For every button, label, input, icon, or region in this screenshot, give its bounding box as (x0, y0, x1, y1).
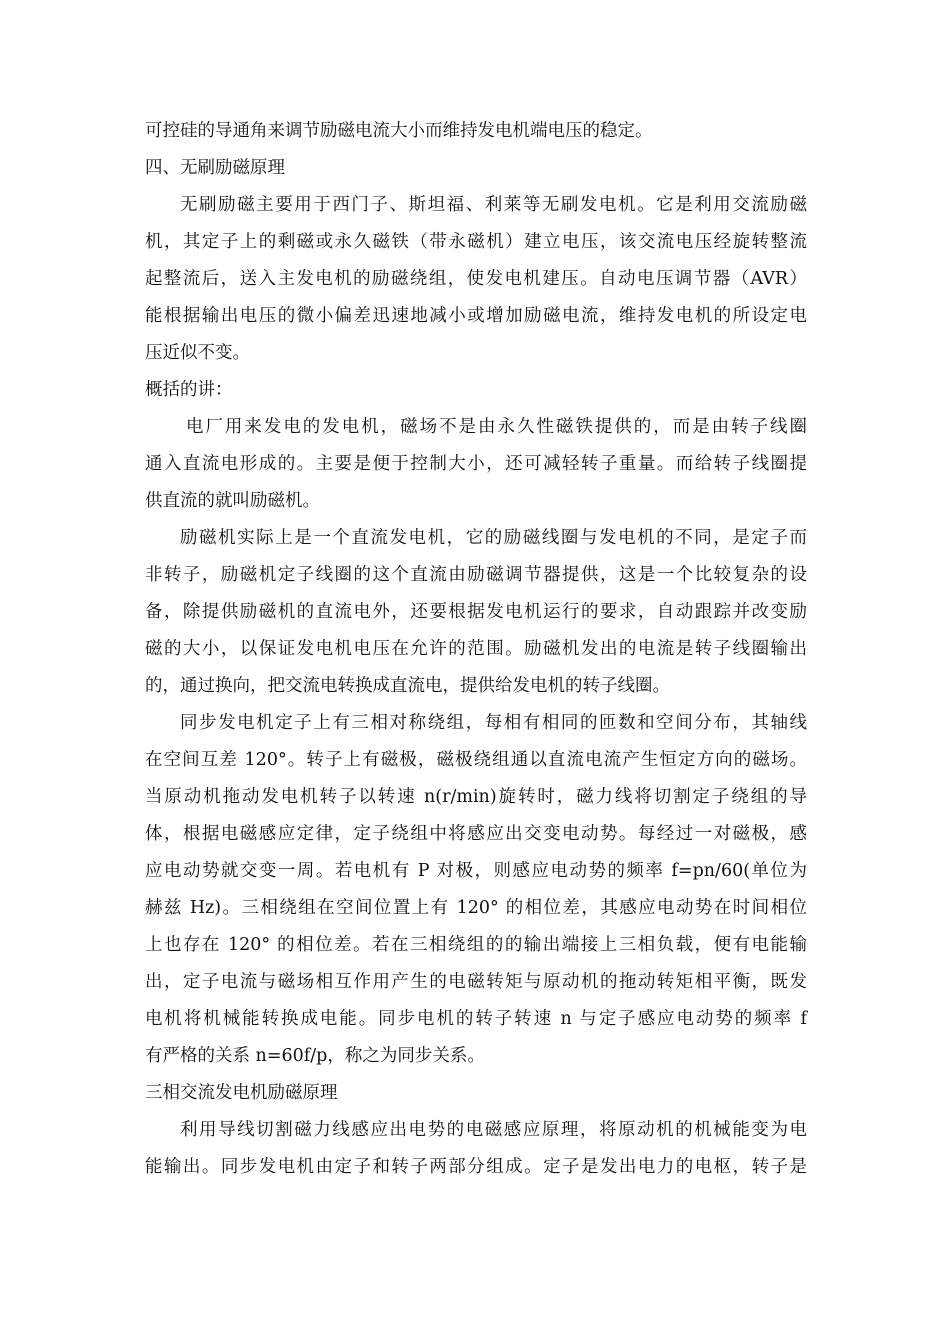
text-line: 通入直流电形成的。主要是便于控制大小，还可减轻转子重量。而给转子线圈提 (145, 454, 807, 474)
text-line: 的，通过换向，把交流电转换成直流电，提供给发电机的转子线圈。 (145, 676, 670, 696)
text-line: 利用导线切割磁力线感应出电势的电磁感应原理，将原动机的机械能变为电 (180, 1120, 807, 1140)
text-line: 无刷励磁主要用于西门子、斯坦福、利莱等无刷发电机。它是利用交流励磁 (180, 195, 807, 215)
text-line: 可控硅的导通角来调节励磁电流大小而维持发电机端电压的稳定。 (145, 121, 653, 141)
text-line: 体，根据电磁感应定律，定子绕组中将感应出交变电动势。每经过一对磁极，感 (145, 824, 807, 844)
text-line: 出，定子电流与磁场相互作用产生的电磁转矩与原动机的拖动转矩相平衡，既发 (145, 972, 807, 992)
text-line: 非转子，励磁机定子线圈的这个直流由励磁调节器提供，这是一个比较复杂的设 (145, 565, 807, 585)
text-line: 电厂用来发电的发电机，磁场不是由永久性磁铁提供的，而是由转子线圈 (186, 417, 807, 437)
section-heading: 概括的讲： (145, 380, 233, 400)
text-line: 机，其定子上的剩磁或永久磁铁（带永磁机）建立电压，该交流电压经旋转整流 (145, 232, 807, 252)
text-line: 磁的大小，以保证发电机电压在允许的范围。励磁机发出的电流是转子线圈输出 (145, 639, 807, 659)
text-line: 在空间互差 120°。转子上有磁极，磁极绕组通以直流电流产生恒定方向的磁场。 (145, 750, 807, 770)
text-line: 供直流的就叫励磁机。 (145, 491, 320, 511)
text-line: 能输出。同步发电机由定子和转子两部分组成。定子是发出电力的电枢，转子是 (145, 1157, 807, 1177)
text-line: 励磁机实际上是一个直流发电机，它的励磁线圈与发电机的不同，是定子而 (180, 528, 807, 548)
section-heading: 三相交流发电机励磁原理 (145, 1083, 338, 1103)
section-heading: 四、无刷励磁原理 (145, 158, 285, 178)
text-line: 起整流后，送入主发电机的励磁绕组，使发电机建压。自动电压调节器（AVR） (145, 269, 807, 289)
text-line: 能根据输出电压的微小偏差迅速地减小或增加励磁电流，维持发电机的所设定电 (145, 306, 807, 326)
text-line: 当原动机拖动发电机转子以转速 n(r/min)旋转时，磁力线将切割定子绕组的导 (145, 787, 807, 807)
text-line: 电机将机械能转换成电能。同步电机的转子转速 n 与定子感应电动势的频率 f (145, 1009, 807, 1029)
text-line: 上也存在 120° 的相位差。若在三相绕组的的输出端接上三相负载，便有电能输 (145, 935, 807, 955)
text-line: 压近似不变。 (145, 343, 250, 363)
text-line: 同步发电机定子上有三相对称绕组，每相有相同的匝数和空间分布，其轴线 (180, 713, 807, 733)
text-line: 赫兹 Hz)。三相绕组在空间位置上有 120° 的相位差，其感应电动势在时间相位 (145, 898, 807, 918)
text-line: 应电动势就交变一周。若电机有 P 对极，则感应电动势的频率 f=pn/60(单位为 (145, 861, 807, 881)
text-line: 备，除提供励磁机的直流电外，还要根据发电机运行的要求，自动跟踪并改变励 (145, 602, 807, 622)
text-line: 有严格的关系 n=60f/p，称之为同步关系。 (145, 1046, 485, 1066)
